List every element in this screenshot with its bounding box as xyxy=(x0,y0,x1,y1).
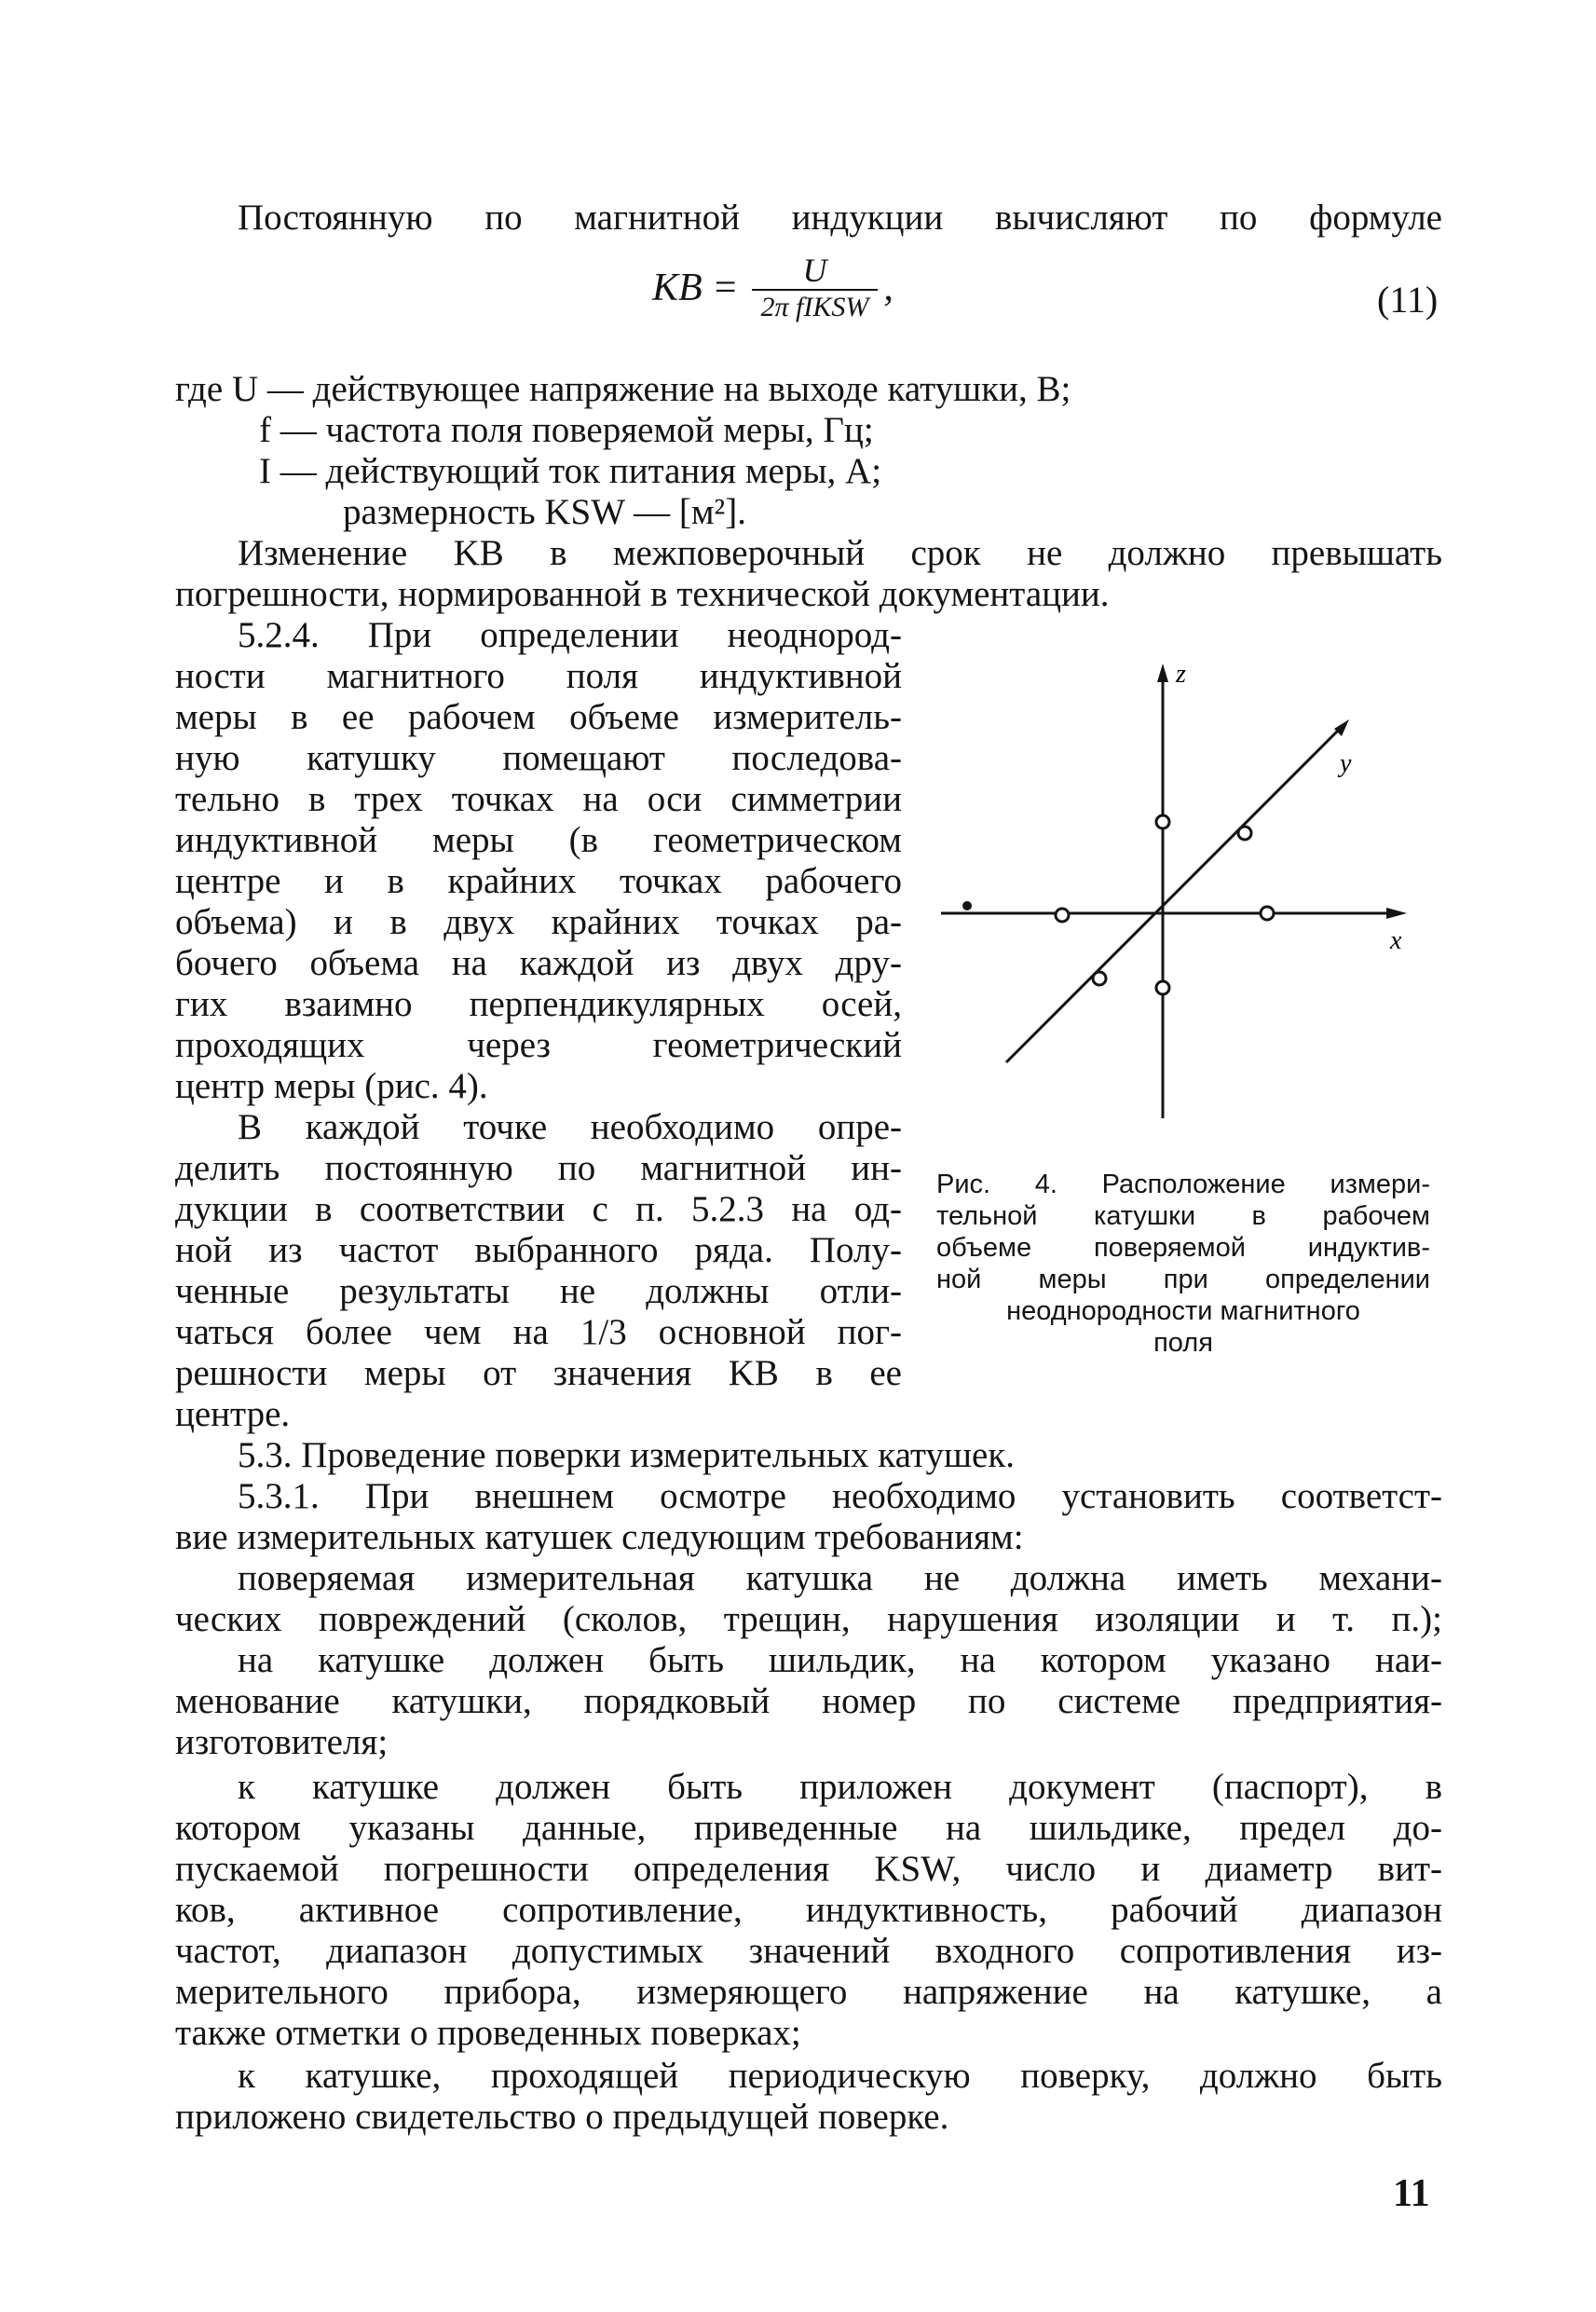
para-524-line-3: меры в ее рабочем объеме измеритель- xyxy=(175,697,902,737)
y-axis xyxy=(1006,727,1342,1062)
para-524-line-5: тельно в трех точках на оси симметрии xyxy=(175,779,902,819)
figure-caption-line-1: Рис. 4. Расположение измери- xyxy=(936,1170,1430,1199)
para-524-line-6: индуктивной меры (в геометрическом xyxy=(175,820,902,860)
req-2-line-2: менование катушки, порядковый номер по системе предприятия- xyxy=(175,1681,1442,1721)
req-1-line-2: ческих повреждений (сколов, трещин, нарушения изоляции и т. п.); xyxy=(175,1599,1442,1639)
figure-caption-line-6: поля xyxy=(1153,1328,1213,1358)
req-2-line-3: изготовителя; xyxy=(175,1722,389,1762)
figure-caption-line-5: неоднородности магнитного xyxy=(1006,1296,1360,1326)
where-line-1: где U — действующее напряжение на выходе катушки, В; xyxy=(175,369,1071,409)
req-3-line-7: также отметки о проведенных поверках; xyxy=(175,2013,801,2053)
y-axis-label: y xyxy=(1340,749,1352,778)
req-3-line-2: котором указаны данные, приведенные на шильдике, предел до- xyxy=(175,1808,1442,1848)
z-axis-arrow xyxy=(1157,664,1168,682)
para-each-line-7: решности меры от значения KB в ее xyxy=(175,1353,902,1393)
equation-number: (11) xyxy=(1377,279,1439,321)
formula-denominator: 2π fIKSW xyxy=(752,289,879,324)
point-z-bottom xyxy=(1156,981,1169,994)
point-y-upper xyxy=(1238,827,1251,840)
para-524-line-4: ную катушку помещают последова- xyxy=(175,738,902,778)
para-each-line-1: В каждой точке необходимо опре- xyxy=(238,1107,902,1147)
req-3-line-3: пускаемой погрешности определения KSW, число и диаметр вит- xyxy=(175,1849,1442,1889)
para-each-line-6: чаться более чем на 1/3 основной пог- xyxy=(175,1312,902,1352)
where-line-4: размерность KSW — [м²]. xyxy=(343,492,746,532)
figure-caption-line-4: ной меры при определении xyxy=(936,1265,1430,1294)
req-4-line-1: к катушке, проходящей периодическую поверку, должно быть xyxy=(238,2056,1442,2096)
para-531-line-1: 5.3.1. При внешнем осмотре необходимо установить соответст- xyxy=(238,1476,1442,1516)
point-x-left xyxy=(1056,909,1069,922)
page-number: 11 xyxy=(1393,2172,1430,2215)
para-524-line-1: 5.2.4. При определении неоднород- xyxy=(238,615,902,655)
req-3-line-5: частот, диапазон допустимых значений входного сопротивления из- xyxy=(175,1931,1442,1971)
point-z-top xyxy=(1156,815,1169,828)
point-x-right xyxy=(1261,907,1274,920)
x-axis-label: x xyxy=(1390,926,1402,955)
formula-fraction xyxy=(752,252,879,324)
para-531-line-2: вие измерительных катушек следующим требованиям: xyxy=(175,1517,1024,1557)
para-524-line-10: гих взаимно перпендикулярных осей, xyxy=(175,984,902,1024)
para-each-line-2: делить постоянную по магнитной ин- xyxy=(175,1148,902,1188)
para-524-line-8: объема) и в двух крайних точках ра- xyxy=(175,902,902,942)
figure-caption-line-3: объеме поверяемой индуктив- xyxy=(936,1233,1430,1263)
ink-dot xyxy=(962,901,972,910)
req-3-line-6: мерительного прибора, измеряющего напряжение на катушке, а xyxy=(175,1972,1442,2012)
formula-numerator: U xyxy=(802,252,827,289)
para-524-line-12: центр меры (рис. 4). xyxy=(175,1066,488,1106)
point-y-lower xyxy=(1093,972,1106,985)
where-line-3: I — действующий ток питания меры, А; xyxy=(259,451,882,491)
figure-4-axes-diagram xyxy=(941,652,1425,1137)
formula xyxy=(652,252,893,324)
para-each-line-8: центре. xyxy=(175,1394,291,1434)
formula-tail: , xyxy=(883,267,893,309)
z-axis-label: z xyxy=(1176,660,1186,689)
req-3-line-1: к катушке должен быть приложен документ (паспорт), в xyxy=(238,1767,1442,1807)
section-53-heading: 5.3. Проведение поверки измерительных катушек. xyxy=(238,1435,1016,1475)
req-3-line-4: ков, активное сопротивление, индуктивность, рабочий диапазон xyxy=(175,1890,1442,1930)
para-each-line-5: ченные результаты не должны отли- xyxy=(175,1271,902,1311)
para-524-line-9: бочего объема на каждой из двух дру- xyxy=(175,943,902,983)
req-2-line-1: на катушке должен быть шильдик, на котором указано наи- xyxy=(238,1640,1442,1680)
para-each-line-4: ной из частот выбранного ряда. Полу- xyxy=(175,1230,902,1270)
para-change-line-2: погрешности, нормированной в технической документации. xyxy=(175,574,1110,614)
req-1-line-1: поверяемая измерительная катушка не должна иметь механи- xyxy=(238,1558,1442,1598)
para-524-line-7: центре и в крайних точках рабочего xyxy=(175,861,902,901)
where-line-2: f — частота поля поверяемой меры, Гц; xyxy=(259,410,874,450)
para-524-line-11: проходящих через геометрический xyxy=(175,1025,902,1065)
figure-caption-line-2: тельной катушки в рабочем xyxy=(936,1201,1430,1231)
para-change-line-1: Изменение KB в межповерочный срок не должно превышать xyxy=(238,533,1442,573)
intro-line: Постоянную по магнитной индукции вычисляют по формуле xyxy=(238,198,1442,238)
para-524-line-2: ности магнитного поля индуктивной xyxy=(175,656,902,696)
para-each-line-3: дукции в соответствии с п. 5.2.3 на од- xyxy=(175,1189,902,1229)
x-axis-arrow xyxy=(1386,908,1407,919)
formula-lhs: KB = xyxy=(652,267,739,309)
req-4-line-2: приложено свидетельство о предыдущей поверке. xyxy=(175,2097,949,2137)
